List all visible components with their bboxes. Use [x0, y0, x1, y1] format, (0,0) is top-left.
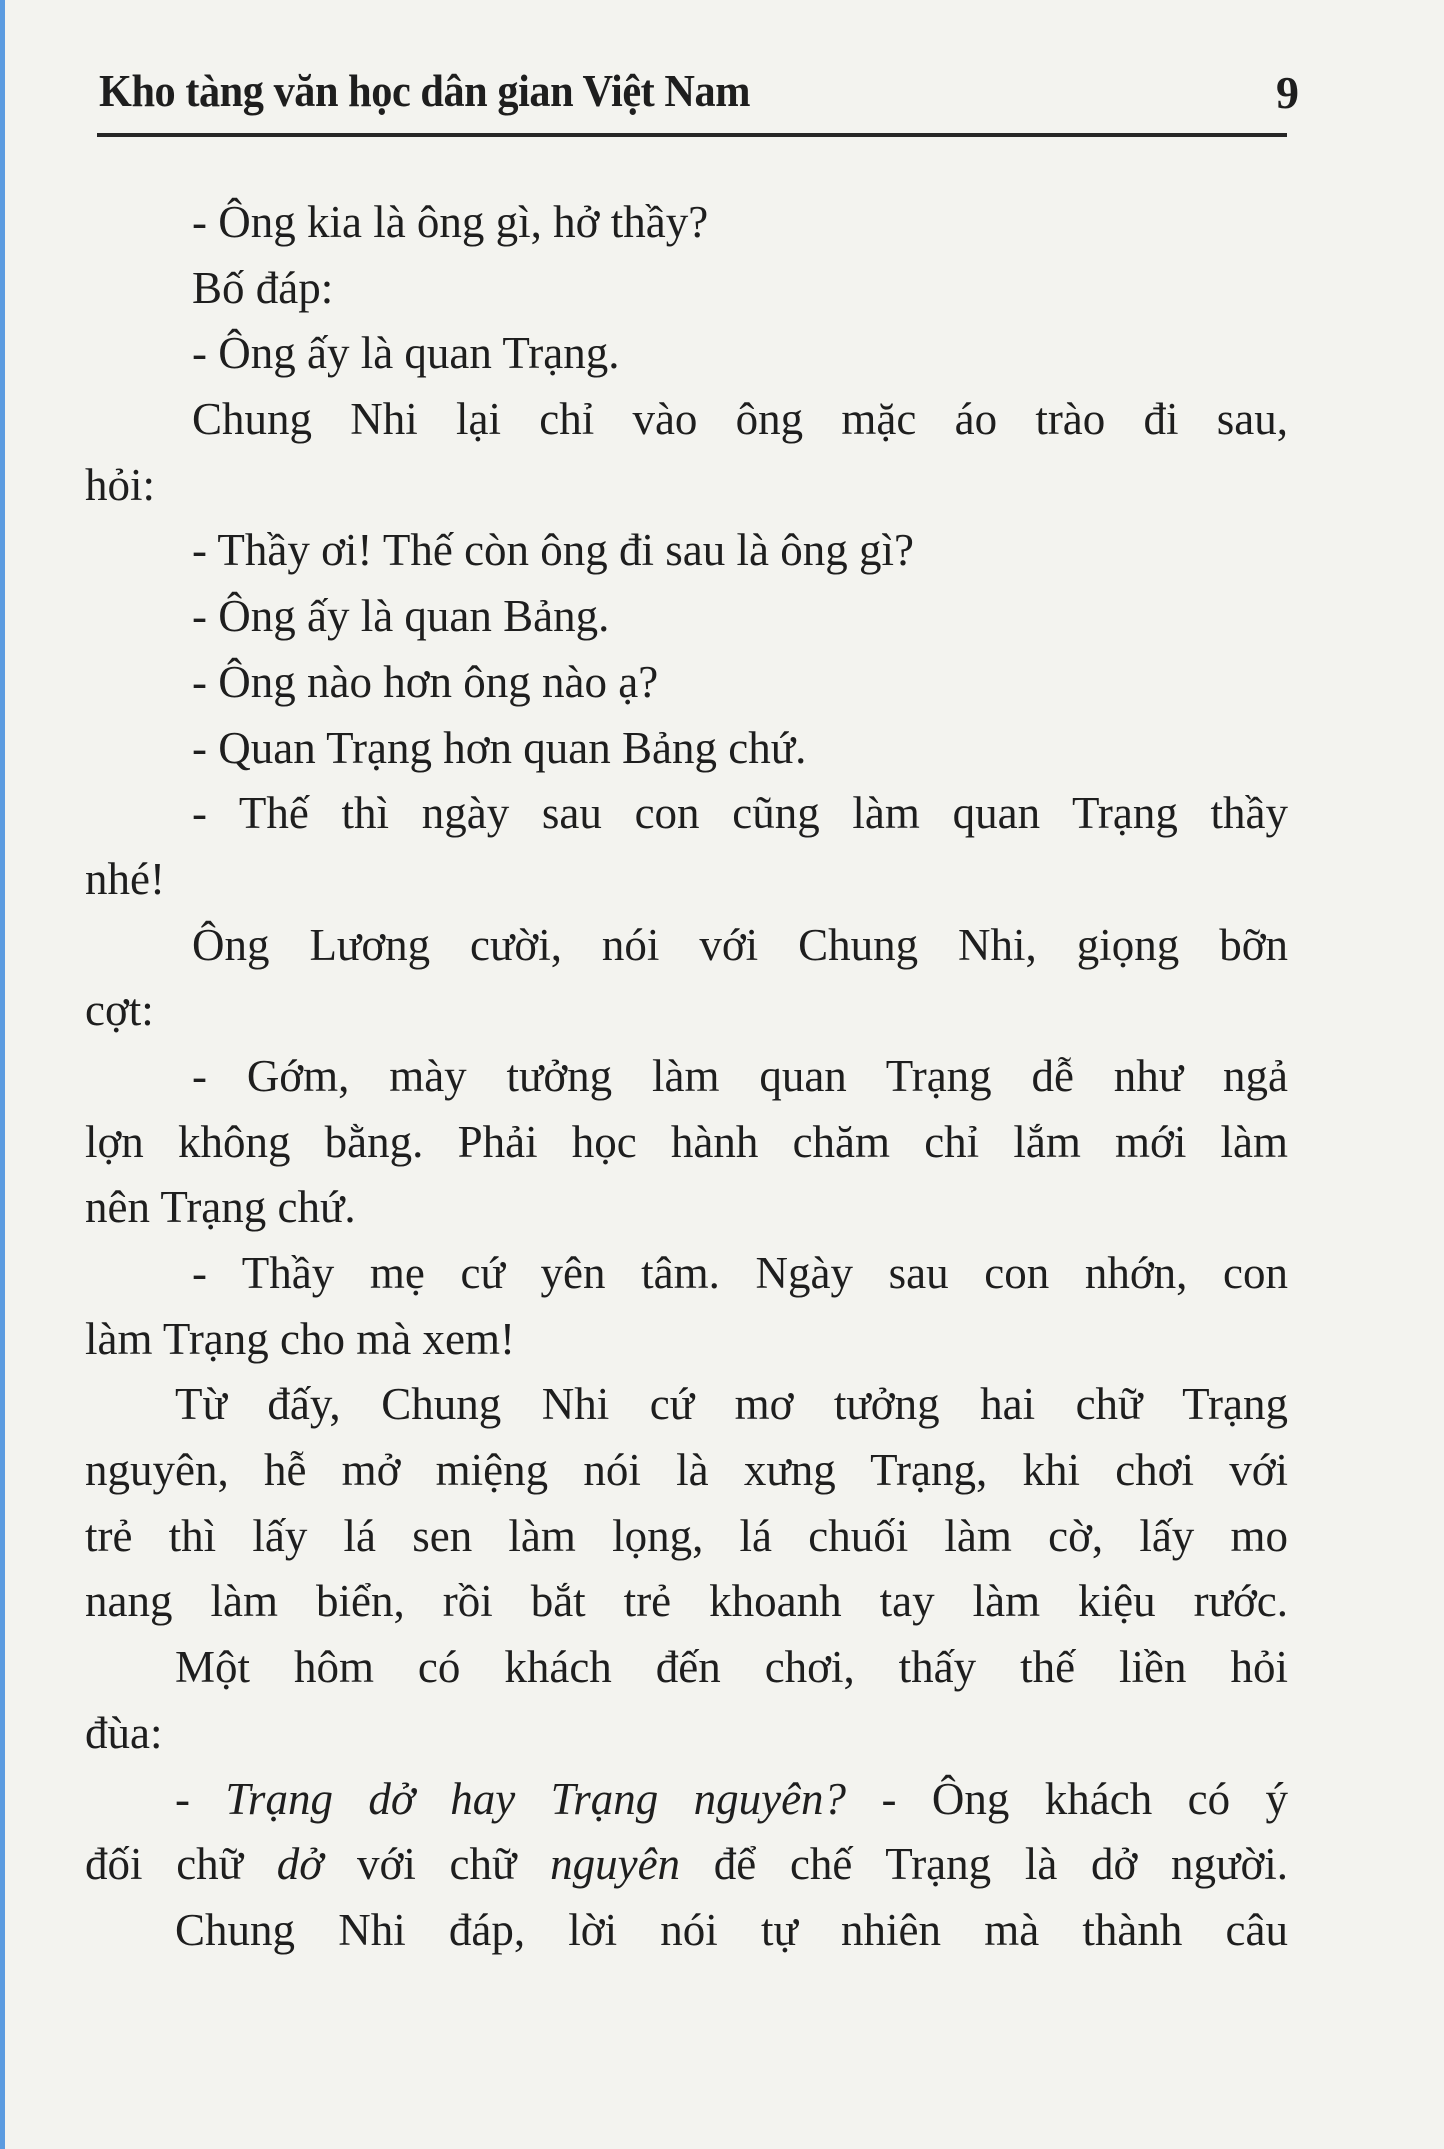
text-line	[85, 1569, 1288, 1635]
text-segment: cợt:	[85, 985, 154, 1036]
italic-text: nguyên	[550, 1839, 681, 1890]
text-segment: nên Trạng chứ.	[85, 1182, 356, 1233]
text-segment: trẻ thì lấy lá sen làm lọng, lá chuối làm cờ, lấy mo	[85, 1510, 1288, 1561]
text-line	[85, 847, 1288, 913]
text-segment: - Thế thì ngày sau con cũng làm quan Trạng thầy	[192, 788, 1288, 839]
text-segment: - Ông ấy là quan Trạng.	[192, 328, 620, 379]
italic-text: Trạng dở hay Trạng nguyên?	[225, 1773, 847, 1824]
text-segment: Từ đấy, Chung Nhi cứ mơ tưởng hai chữ Trạng	[175, 1379, 1288, 1430]
text-segment: Bố đáp:	[192, 262, 334, 313]
text-line	[85, 190, 1288, 256]
text-segment: - Ông kia là ông gì, hở thầy?	[192, 197, 709, 247]
text-line	[85, 518, 1288, 584]
text-segment: - Ông khách có ý	[846, 1773, 1288, 1824]
text-line	[85, 1832, 1288, 1898]
text-line	[85, 1372, 1288, 1438]
text-line	[85, 978, 1288, 1044]
text-segment: nhé!	[85, 853, 165, 904]
text-segment: Ông Lương cười, nói với Chung Nhi, giọng bỡn	[192, 919, 1288, 970]
text-line	[85, 650, 1288, 716]
text-line	[85, 256, 1288, 322]
text-segment: Chung Nhi lại chỉ vào ông mặc áo trào đi sau,	[192, 394, 1288, 445]
text-segment: để chế Trạng là dở người.	[680, 1839, 1288, 1890]
text-line	[85, 1175, 1288, 1241]
text-segment: làm Trạng cho mà xem!	[85, 1313, 515, 1364]
page-number: 9	[1276, 67, 1299, 118]
text-segment: đùa:	[85, 1707, 163, 1758]
text-segment: hỏi:	[85, 459, 156, 510]
text-line	[85, 1635, 1288, 1701]
text-segment: lợn không bằng. Phải học hành chăm chỉ lắm mới làm	[85, 1116, 1288, 1167]
text-line	[85, 781, 1288, 847]
text-segment: - Thầy ơi! Thế còn ông đi sau là ông gì?	[192, 525, 914, 576]
text-line	[85, 1767, 1288, 1833]
text-line	[85, 1241, 1288, 1307]
text-line	[85, 716, 1288, 782]
text-line	[85, 1307, 1288, 1373]
text-line	[85, 1110, 1288, 1176]
text-segment: -	[175, 1773, 226, 1824]
text-segment: đối chữ	[85, 1839, 277, 1890]
text-segment: - Gớm, mày tưởng làm quan Trạng dễ như ngả	[192, 1050, 1288, 1101]
text-line	[85, 387, 1288, 453]
text-segment: nguyên, hễ mở miệng nói là xưng Trạng, khi chơi với	[85, 1445, 1288, 1496]
text-segment: với chữ	[323, 1839, 551, 1890]
header-rule	[97, 133, 1287, 137]
text-line	[85, 1701, 1288, 1767]
text-segment: - Ông nào hơn ông nào ạ?	[192, 656, 659, 707]
italic-text: dở	[276, 1839, 324, 1890]
running-header	[99, 64, 1299, 124]
page-body	[85, 190, 1288, 1964]
text-line	[85, 584, 1288, 650]
text-segment: - Quan Trạng hơn quan Bảng chứ.	[192, 722, 807, 773]
book-title: Kho tàng văn học dân gian Việt Nam	[99, 65, 751, 116]
text-segment: - Thầy mẹ cứ yên tâm. Ngày sau con nhớn, con	[192, 1248, 1288, 1298]
text-line	[85, 913, 1288, 979]
text-segment: - Ông ấy là quan Bảng.	[192, 591, 610, 642]
text-line	[85, 453, 1288, 519]
text-segment: Chung Nhi đáp, lời nói tự nhiên mà thành câu	[175, 1904, 1288, 1955]
text-line	[85, 1044, 1288, 1110]
text-segment: nang làm biển, rồi bắt trẻ khoanh tay làm kiệu rước.	[85, 1576, 1288, 1627]
text-line	[85, 321, 1288, 387]
text-segment: Một hôm có khách đến chơi, thấy thế liền hỏi	[175, 1642, 1288, 1693]
text-line	[85, 1898, 1288, 1964]
text-line	[85, 1438, 1288, 1504]
text-line	[85, 1504, 1288, 1570]
scan-edge	[0, 0, 5, 2149]
